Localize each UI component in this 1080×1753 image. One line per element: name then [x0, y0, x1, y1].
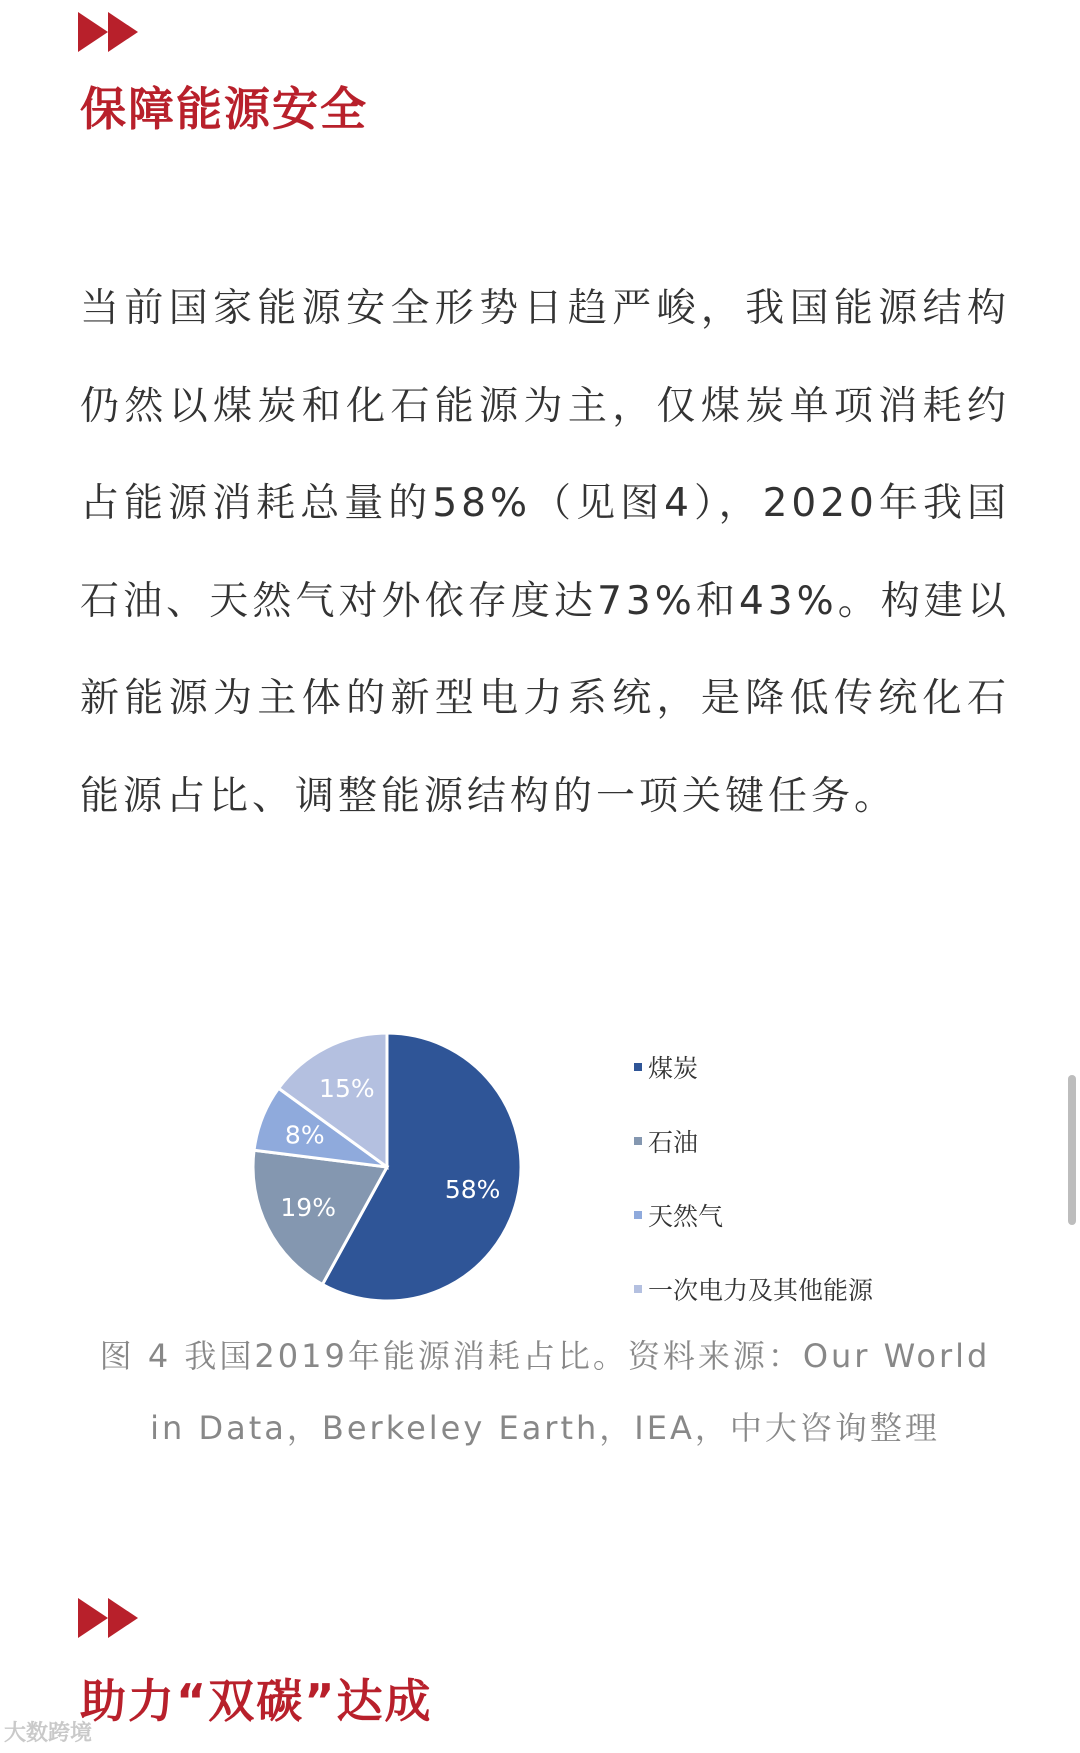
legend-item: [634, 1178, 873, 1252]
pie-slice-label: 15%: [319, 1074, 375, 1104]
double-arrow-icon: [78, 12, 142, 52]
legend-label: 石油: [648, 1128, 699, 1157]
legend-item: [634, 1030, 873, 1104]
figure-caption: 图 4 我国2019年能源消耗占比。资料来源：Our World in Data，Berkeley Earth，IEA，中大咨询整理: [99, 1337, 991, 1447]
scrollbar[interactable]: [1068, 1075, 1076, 1225]
double-arrow-icon: [78, 1598, 142, 1638]
pie-slice-label: 58%: [444, 1174, 501, 1204]
watermark: 大数跨境: [4, 1721, 93, 1746]
chart-legend: [634, 1030, 873, 1326]
pie-slice-label: 8%: [284, 1120, 325, 1150]
legend-swatch: [634, 1063, 642, 1071]
legend-swatch: [634, 1211, 642, 1219]
legend-item: [634, 1104, 873, 1178]
pie-slices: [253, 1033, 521, 1301]
legend-label: 一次电力及其他能源: [648, 1276, 874, 1305]
section-title: 保障能源安全: [80, 82, 368, 136]
legend-label: 天然气: [648, 1202, 724, 1231]
section-title: 助力“双碳”达成: [80, 1674, 433, 1728]
legend-swatch: [634, 1137, 642, 1145]
legend-label: 煤炭: [648, 1054, 699, 1083]
pie-slice-label: 19%: [280, 1193, 336, 1223]
legend-item: [634, 1252, 873, 1326]
pie-chart: [0, 1010, 1080, 1330]
body-paragraph: 当前国家能源安全形势日趋严峻，我国能源结构仍然以煤炭和化石能源为主，仅煤炭单项消耗约占能源消耗总量的58%（见图4），2020年我国石油、天然气对外依存度达73%和43%。构建以新能源为主体的新型电力系统，是降低传统化石能源占比、调整能源结构的一项关键任务。: [80, 286, 1010, 819]
legend-swatch: [634, 1285, 642, 1293]
